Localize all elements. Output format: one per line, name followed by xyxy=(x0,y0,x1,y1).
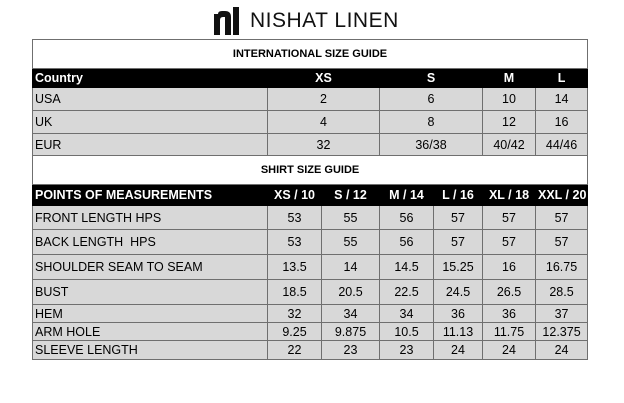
intl-row xyxy=(33,134,588,156)
brand-logo xyxy=(212,6,399,36)
shirt-cell-value: 14.5 xyxy=(380,255,434,280)
shirt-header-size: XS / 10 xyxy=(268,185,322,206)
intl-header-row xyxy=(33,69,588,88)
shirt-cell-value: 22 xyxy=(268,341,322,360)
shirt-cell-value: 15.25 xyxy=(434,255,483,280)
shirt-cell-value: 56 xyxy=(380,206,434,230)
shirt-cell-value: 53 xyxy=(268,206,322,230)
intl-header-l: L xyxy=(536,69,588,88)
intl-row xyxy=(33,88,588,111)
shirt-cell-value: 9.25 xyxy=(268,323,322,341)
shirt-cell-value: 16.75 xyxy=(536,255,588,280)
shirt-row xyxy=(33,230,588,255)
intl-cell-country: EUR xyxy=(33,134,268,156)
shirt-cell-measure: SHOULDER SEAM TO SEAM xyxy=(33,255,268,280)
shirt-cell-value: 13.5 xyxy=(268,255,322,280)
intl-cell-m: 10 xyxy=(483,88,536,111)
intl-cell-country: UK xyxy=(33,111,268,134)
shirt-cell-value: 57 xyxy=(536,206,588,230)
size-guide-table xyxy=(32,39,588,360)
shirt-cell-value: 36 xyxy=(483,305,536,323)
nishat-logo-icon xyxy=(212,6,242,36)
shirt-cell-measure: HEM xyxy=(33,305,268,323)
shirt-cell-value: 24 xyxy=(536,341,588,360)
shirt-cell-value: 14 xyxy=(322,255,380,280)
shirt-cell-value: 10.5 xyxy=(380,323,434,341)
intl-cell-s: 8 xyxy=(380,111,483,134)
shirt-header-size: XXL / 20 xyxy=(536,185,588,206)
shirt-cell-measure: BACK LENGTH HPS xyxy=(33,230,268,255)
shirt-header-size: XL / 18 xyxy=(483,185,536,206)
shirt-cell-value: 23 xyxy=(322,341,380,360)
shirt-cell-value: 20.5 xyxy=(322,280,380,305)
shirt-row xyxy=(33,255,588,280)
shirt-header-size: M / 14 xyxy=(380,185,434,206)
shirt-cell-value: 55 xyxy=(322,230,380,255)
shirt-cell-value: 57 xyxy=(434,230,483,255)
shirt-cell-value: 18.5 xyxy=(268,280,322,305)
shirt-header-size: S / 12 xyxy=(322,185,380,206)
shirt-cell-value: 57 xyxy=(434,206,483,230)
intl-header-xs: XS xyxy=(268,69,380,88)
shirt-row xyxy=(33,280,588,305)
shirt-cell-value: 28.5 xyxy=(536,280,588,305)
intl-cell-m: 40/42 xyxy=(483,134,536,156)
intl-cell-xs: 2 xyxy=(268,88,380,111)
intl-title: INTERNATIONAL SIZE GUIDE xyxy=(33,40,588,69)
shirt-cell-measure: FRONT LENGTH HPS xyxy=(33,206,268,230)
shirt-cell-measure: SLEEVE LENGTH xyxy=(33,341,268,360)
intl-cell-m: 12 xyxy=(483,111,536,134)
shirt-title: SHIRT SIZE GUIDE xyxy=(33,156,588,185)
intl-cell-s: 6 xyxy=(380,88,483,111)
shirt-title-row xyxy=(33,156,588,185)
intl-header-country: Country xyxy=(33,69,268,88)
intl-cell-xs: 4 xyxy=(268,111,380,134)
shirt-cell-value: 11.75 xyxy=(483,323,536,341)
shirt-cell-value: 56 xyxy=(380,230,434,255)
shirt-cell-value: 57 xyxy=(536,230,588,255)
intl-cell-l: 44/46 xyxy=(536,134,588,156)
shirt-cell-value: 32 xyxy=(268,305,322,323)
intl-row xyxy=(33,111,588,134)
shirt-cell-value: 57 xyxy=(483,230,536,255)
shirt-cell-value: 34 xyxy=(380,305,434,323)
shirt-cell-value: 37 xyxy=(536,305,588,323)
shirt-cell-measure: ARM HOLE xyxy=(33,323,268,341)
shirt-row xyxy=(33,305,588,323)
shirt-cell-value: 22.5 xyxy=(380,280,434,305)
shirt-cell-value: 24 xyxy=(483,341,536,360)
shirt-cell-value: 9.875 xyxy=(322,323,380,341)
shirt-row xyxy=(33,323,588,341)
shirt-cell-value: 26.5 xyxy=(483,280,536,305)
shirt-row xyxy=(33,341,588,360)
shirt-cell-value: 36 xyxy=(434,305,483,323)
shirt-cell-value: 12.375 xyxy=(536,323,588,341)
shirt-header-points: POINTS OF MEASUREMENTS xyxy=(33,185,268,206)
intl-cell-country: USA xyxy=(33,88,268,111)
shirt-cell-value: 23 xyxy=(380,341,434,360)
shirt-cell-value: 57 xyxy=(483,206,536,230)
shirt-cell-value: 11.13 xyxy=(434,323,483,341)
intl-title-row xyxy=(33,40,588,69)
brand-name: NISHAT LINEN xyxy=(250,9,399,32)
shirt-cell-value: 16 xyxy=(483,255,536,280)
shirt-header-row xyxy=(33,185,588,206)
shirt-cell-value: 24.5 xyxy=(434,280,483,305)
shirt-cell-value: 55 xyxy=(322,206,380,230)
shirt-header-size: L / 16 xyxy=(434,185,483,206)
shirt-row xyxy=(33,206,588,230)
shirt-cell-value: 34 xyxy=(322,305,380,323)
intl-header-m: M xyxy=(483,69,536,88)
intl-cell-l: 16 xyxy=(536,111,588,134)
shirt-cell-measure: BUST xyxy=(33,280,268,305)
intl-cell-s: 36/38 xyxy=(380,134,483,156)
shirt-cell-value: 24 xyxy=(434,341,483,360)
shirt-cell-value: 53 xyxy=(268,230,322,255)
intl-header-s: S xyxy=(380,69,483,88)
intl-cell-xs: 32 xyxy=(268,134,380,156)
intl-cell-l: 14 xyxy=(536,88,588,111)
